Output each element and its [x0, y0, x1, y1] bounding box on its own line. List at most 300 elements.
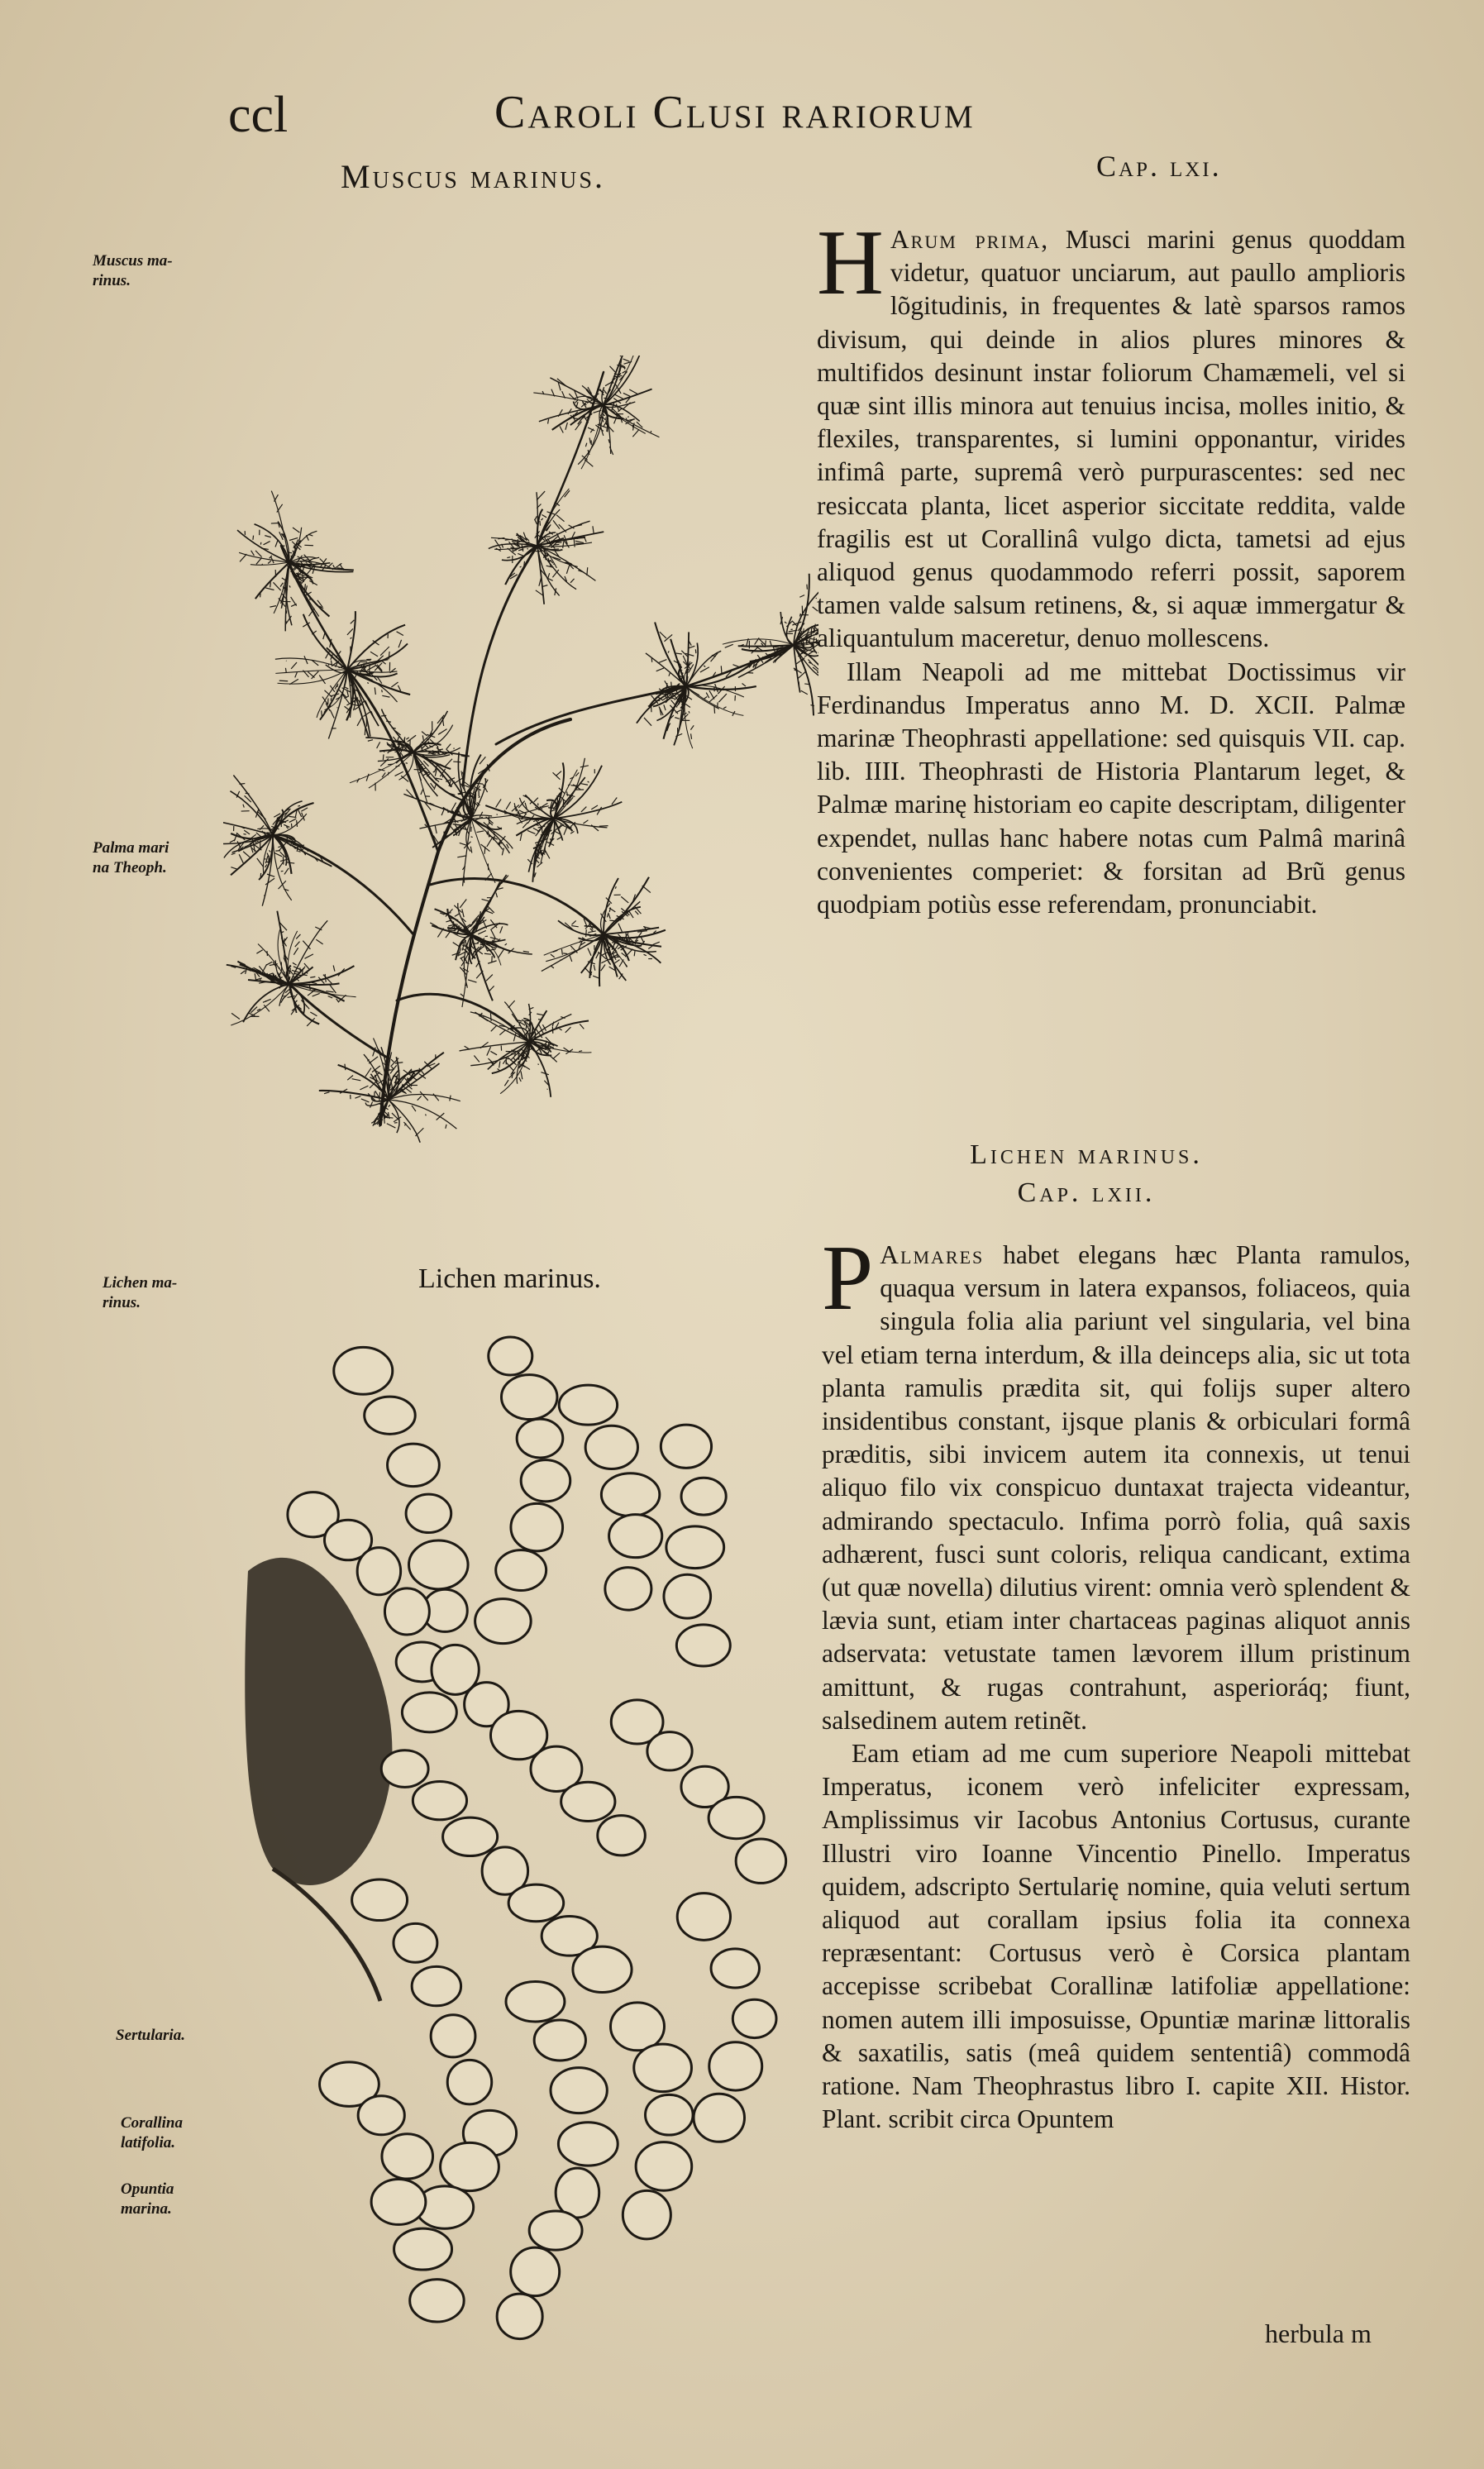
- leaflet-stroke: [357, 717, 362, 726]
- leaflet-stroke: [652, 942, 659, 944]
- frond-stroke: [686, 686, 756, 690]
- leaflet-stroke: [626, 932, 627, 940]
- lichen-bead: [585, 1426, 637, 1469]
- leaflet-stroke: [623, 393, 630, 396]
- leaflet-stroke: [479, 796, 480, 798]
- leaflet-stroke: [370, 652, 378, 657]
- leaflet-stroke: [530, 802, 532, 804]
- lichen-bead: [559, 1385, 617, 1425]
- leaflet-stroke: [389, 1105, 390, 1107]
- running-title: Caroli Clusi rariorum: [494, 87, 976, 138]
- leaflet-stroke: [266, 962, 272, 965]
- leaflet-stroke: [406, 763, 408, 764]
- leaflet-stroke: [454, 817, 456, 824]
- leaflet-stroke: [366, 774, 369, 781]
- leaflet-stroke: [412, 1106, 416, 1111]
- lichen-bead: [394, 1923, 437, 1962]
- leaflet-stroke: [395, 771, 403, 776]
- leaflet-stroke: [557, 838, 561, 840]
- lichen-bead: [529, 2211, 582, 2250]
- leaflet-stroke: [558, 409, 562, 417]
- leaflet-stroke: [361, 1099, 370, 1102]
- leaflet-stroke: [263, 999, 271, 1002]
- leaflet-stroke: [381, 715, 386, 716]
- leaflet-stroke: [476, 783, 483, 784]
- lichen-bead: [677, 1894, 730, 1941]
- frond-stroke: [239, 552, 289, 562]
- leaflet-stroke: [265, 878, 274, 885]
- leaflet-stroke: [507, 557, 510, 558]
- leaflet-stroke: [616, 404, 619, 411]
- lichen-bead: [388, 1444, 440, 1486]
- leaflet-stroke: [623, 359, 630, 361]
- leaflet-stroke: [435, 825, 437, 833]
- leaflet-stroke: [623, 962, 627, 967]
- leaflet-stroke: [785, 622, 786, 623]
- leaflet-stroke: [559, 524, 566, 532]
- leaflet-stroke: [700, 667, 709, 672]
- leaflet-stroke: [627, 939, 628, 940]
- leaflet-stroke: [548, 419, 549, 424]
- leaflet-stroke: [550, 549, 559, 550]
- lichen-bead: [394, 2228, 452, 2270]
- leaflet-stroke: [627, 417, 628, 418]
- leaflet-stroke: [500, 926, 503, 933]
- leaflet-stroke: [490, 1051, 497, 1054]
- frond-stroke: [460, 1042, 529, 1051]
- leaflet-stroke: [575, 772, 579, 776]
- leaflet-stroke: [441, 809, 444, 815]
- leaflet-stroke: [564, 828, 567, 835]
- leaflet-stroke: [290, 971, 293, 974]
- leaflet-stroke: [490, 1012, 491, 1020]
- leaflet-stroke: [377, 742, 380, 748]
- leaflet-stroke: [534, 519, 537, 524]
- lichen-bead: [610, 2003, 664, 2051]
- leaflet-stroke: [644, 954, 647, 955]
- leaflet-stroke: [519, 1077, 521, 1082]
- leaflet-stroke: [257, 858, 263, 867]
- leaflet-stroke: [495, 540, 501, 549]
- leaflet-stroke: [455, 914, 460, 917]
- chapter-62-paragraph-1: habet elegans hæc Planta ramulos, quaqua versum in latera expansos, foliaceos, quia singula folia alia pariunt vel singularia, vel bina vel etiam terna interdum, & illa deinceps alia, sic ut tota planta ramulis prædita sit, qui folijs super altero insidentibus constant, ijsque planis & orbiculari formâ præditis, sibi invicem autem ita connexis, ut tenui aliquo filo vix conspicuo duntaxat trajecta videantur, admirando spectaculo. Infima porrò folia, quâ saxis adhærent, fusci sunt coloris, reliqua candicant, extima (ut quæ novella) dilutius virent: omnia verò splendent & lævia sunt, etiam inter chartaceas paginas aliquot annis adservata: vetustate tamen lævorem illum pristinum amittunt, & rugas contrahunt, asperioráq; fiunt, salsedinem autem retinẽt.: [822, 1240, 1410, 1735]
- leaflet-stroke: [521, 1071, 523, 1079]
- leaflet-stroke: [689, 711, 690, 713]
- leaflet-stroke: [386, 721, 391, 722]
- leaflet-stroke: [527, 830, 535, 833]
- leaflet-stroke: [295, 672, 298, 677]
- leaflet-stroke: [556, 771, 561, 776]
- leaflet-stroke: [599, 826, 608, 827]
- leaflet-stroke: [264, 542, 270, 545]
- catchword: herbula m: [1265, 2319, 1372, 2348]
- leaflet-stroke: [545, 850, 550, 859]
- leaflet-stroke: [761, 643, 763, 646]
- leaflet-stroke: [575, 541, 584, 542]
- leaflet-stroke: [468, 980, 476, 982]
- lichen-bead: [558, 2123, 618, 2166]
- leaflet-stroke: [695, 649, 696, 653]
- leaflet-stroke: [398, 640, 401, 647]
- leaflet-stroke: [540, 521, 541, 526]
- lichen-bead: [681, 1478, 726, 1515]
- leaflet-stroke: [725, 644, 733, 647]
- lichen-bead: [489, 1337, 532, 1375]
- lichen-bead: [410, 2280, 465, 2322]
- leaflet-stroke: [533, 828, 539, 831]
- leaflet-stroke: [293, 962, 297, 965]
- dropcap-p: P: [822, 1227, 874, 1330]
- margin-note-lichen: Lichen ma- rinus.: [103, 1274, 178, 1311]
- frond-stroke: [273, 835, 332, 867]
- margin-note-corallina: Corallina latifolia.: [121, 2114, 183, 2151]
- leaflet-stroke: [347, 628, 353, 634]
- leaflet-stroke: [289, 977, 290, 980]
- leaflet-stroke: [297, 820, 298, 827]
- leaflet-stroke: [721, 666, 722, 674]
- muscus-marinus-illustration: [223, 356, 818, 1199]
- lichen-bead: [431, 2015, 475, 2057]
- leaflet-stroke: [496, 893, 498, 898]
- leaflet-stroke: [588, 781, 589, 782]
- leaflet-stroke: [333, 565, 335, 567]
- chapter-62-lead: Almares: [880, 1240, 985, 1269]
- leaflet-stroke: [798, 671, 805, 678]
- leaflet-stroke: [570, 831, 574, 833]
- leaflet-stroke: [470, 847, 471, 853]
- lichen-bead: [357, 1548, 400, 1595]
- leaflet-stroke: [571, 920, 575, 924]
- leaflet-stroke: [328, 996, 333, 998]
- lichen-bead: [501, 1375, 556, 1420]
- leaflet-stroke: [610, 366, 616, 373]
- leaflet-stroke: [326, 991, 333, 992]
- leaflet-stroke: [556, 515, 564, 522]
- leaflet-stroke: [585, 443, 586, 447]
- leaflet-stroke: [471, 837, 473, 838]
- leaflet-stroke: [570, 579, 575, 583]
- lichen-bead: [382, 2134, 433, 2179]
- leaflet-stroke: [363, 712, 370, 717]
- leaflet-stroke: [658, 660, 667, 663]
- leaflet-stroke: [428, 752, 436, 753]
- leaflet-stroke: [579, 1051, 582, 1052]
- lichen-bead: [352, 1879, 408, 1921]
- leaflet-stroke: [351, 620, 355, 623]
- leaflet-stroke: [607, 914, 608, 917]
- leaflet-stroke: [382, 695, 389, 697]
- leaflet-stroke: [552, 1022, 554, 1027]
- leaflet-stroke: [742, 683, 747, 686]
- leaflet-stroke: [331, 698, 332, 700]
- lichen-bead: [413, 1781, 466, 1819]
- leaflet-stroke: [454, 778, 462, 783]
- leaflet-stroke: [298, 805, 300, 806]
- leaflet-stroke: [536, 824, 539, 825]
- leaflet-stroke: [565, 1027, 571, 1033]
- lichen-bead: [623, 2190, 670, 2238]
- leaflet-stroke: [308, 534, 313, 536]
- leaflet-stroke: [460, 994, 464, 996]
- leaflet-stroke: [571, 926, 578, 927]
- leaflet-stroke: [588, 948, 591, 956]
- leaflet-stroke: [312, 671, 319, 679]
- leaflet-stroke: [641, 937, 644, 943]
- lichen-bead: [508, 1884, 564, 1922]
- leaflet-stroke: [265, 864, 266, 867]
- leaflet-stroke: [593, 526, 594, 533]
- leaflet-stroke: [231, 1013, 240, 1019]
- leaflet-stroke: [355, 707, 360, 709]
- lichen-bead: [551, 2068, 607, 2113]
- leaflet-stroke: [580, 784, 588, 786]
- leaflet-stroke: [591, 805, 598, 809]
- leaflet-stroke: [304, 656, 308, 664]
- leaflet-stroke: [345, 1064, 346, 1070]
- leaflet-stroke: [648, 946, 652, 949]
- leaflet-stroke: [690, 725, 694, 729]
- leaflet-stroke: [569, 394, 575, 400]
- leaflet-stroke: [270, 606, 276, 608]
- lichen-bead: [497, 2294, 542, 2338]
- leaflet-stroke: [270, 582, 271, 587]
- leaflet-stroke: [770, 641, 771, 646]
- leaflet-stroke: [460, 900, 466, 908]
- leaflet-stroke: [279, 861, 284, 869]
- leaflet-stroke: [704, 696, 707, 699]
- lichen-bead: [609, 1515, 662, 1558]
- leaflet-stroke: [383, 754, 384, 760]
- leaflet-stroke: [561, 949, 562, 955]
- leaflet-stroke: [497, 814, 498, 815]
- leaflet-stroke: [709, 695, 718, 702]
- leaflet-stroke: [309, 580, 317, 585]
- leaflet-stroke: [548, 808, 556, 809]
- leaflet-stroke: [799, 595, 804, 598]
- leaflet-stroke: [582, 385, 589, 391]
- leaflet-stroke: [537, 862, 542, 867]
- leaflet-stroke: [388, 772, 389, 776]
- dropcap-h: H: [817, 212, 884, 314]
- leaflet-stroke: [594, 965, 595, 971]
- leaflet-stroke: [575, 538, 578, 539]
- leaflet-stroke: [618, 924, 623, 932]
- leaflet-stroke: [614, 394, 623, 399]
- leaflet-stroke: [669, 673, 670, 676]
- leaflet-stroke: [293, 528, 299, 532]
- lichen-bead: [441, 2142, 499, 2190]
- leaflet-stroke: [231, 853, 236, 855]
- leaflet-stroke: [660, 632, 666, 638]
- lichen-bead: [521, 1460, 570, 1502]
- leaflet-stroke: [534, 798, 538, 802]
- leaflet-stroke: [369, 1057, 378, 1063]
- leaflet-stroke: [580, 1024, 584, 1029]
- leaflet-stroke: [381, 1123, 382, 1124]
- leaflet-stroke: [567, 791, 568, 795]
- leaflet-stroke: [507, 844, 509, 848]
- frond-stroke: [255, 524, 289, 562]
- leaflet-stroke: [656, 668, 664, 671]
- leaflet-stroke: [291, 841, 292, 844]
- leaflet-stroke: [256, 950, 262, 953]
- leaflet-stroke: [536, 590, 543, 595]
- leaflet-stroke: [583, 820, 588, 824]
- leaflet-stroke: [420, 1091, 428, 1101]
- leaflet-stroke: [489, 986, 494, 991]
- frond-stroke: [604, 356, 626, 405]
- leaflet-stroke: [255, 551, 261, 557]
- leaflet-stroke: [675, 718, 680, 719]
- leaflet-stroke: [293, 994, 298, 1000]
- leaflet-stroke: [462, 909, 464, 917]
- frond-stroke: [604, 928, 659, 934]
- lichen-bead: [661, 1425, 711, 1468]
- leaflet-stroke: [296, 934, 300, 939]
- leaflet-stroke: [355, 1096, 360, 1099]
- lichen-bead: [381, 1750, 428, 1788]
- lichen-marinus-illustration: [240, 1323, 835, 2348]
- lichen-bead: [443, 1817, 498, 1855]
- leaflet-stroke: [397, 632, 403, 636]
- lichen-bead: [709, 1797, 764, 1838]
- leaflet-stroke: [275, 540, 278, 547]
- leaflet-stroke: [257, 841, 259, 842]
- lichen-bead: [694, 2094, 744, 2142]
- leaflet-stroke: [407, 1079, 408, 1080]
- chapter-61-paragraph-2: Illam Neapoli ad me mittebat Doctissimus vir Ferdinandus Imperatus anno M. D. XCII. Palmæ marinæ Theophrasti appellatione: sed quisquis VII. cap. lib. IIII. Theophrasti de Historia Plantarum leget, & Palmæ marinę historiam eo capite descriptam, diligenter expendet, nullas hanc habere notas cum Palmâ marinâ convenientes comperiet: & forsitan ad Brũ genus quodpiam potiùs esse referendam, pronunciabit.: [817, 657, 1405, 919]
- leaflet-stroke: [588, 931, 595, 933]
- leaflet-stroke: [434, 785, 436, 790]
- leaflet-stroke: [554, 544, 560, 545]
- leaflet-stroke: [568, 408, 571, 414]
- leaflet-stroke: [570, 954, 572, 961]
- leaflet-stroke: [551, 966, 554, 968]
- leaflet-stroke: [581, 807, 586, 812]
- leaflet-stroke: [246, 793, 250, 794]
- leaflet-stroke: [323, 633, 325, 639]
- leaflet-stroke: [360, 1086, 368, 1090]
- chapter-number-61: Cap. lxi.: [1096, 150, 1222, 183]
- leaflet-stroke: [495, 941, 496, 943]
- leaflet-stroke: [505, 943, 507, 945]
- lichen-bead: [409, 1540, 469, 1589]
- leaflet-stroke: [380, 647, 389, 656]
- leaflet-stroke: [478, 930, 485, 934]
- leaflet-stroke: [621, 896, 628, 903]
- leaflet-stroke: [446, 920, 451, 922]
- margin-note-muscus: Muscus ma- rinus.: [93, 252, 173, 289]
- leaflet-stroke: [398, 685, 400, 691]
- figure-caption-lichen: Lichen marinus.: [418, 1263, 601, 1294]
- leaflet-stroke: [316, 939, 322, 944]
- leaflet-stroke: [253, 536, 254, 540]
- leaflet-stroke: [313, 993, 320, 996]
- leaflet-stroke: [642, 886, 651, 892]
- leaflet-stroke: [450, 1096, 451, 1101]
- leaflet-stroke: [687, 676, 688, 682]
- leaflet-stroke: [574, 538, 575, 547]
- leaflet-stroke: [644, 718, 651, 726]
- leaflet-stroke: [352, 704, 358, 706]
- leaflet-stroke: [265, 588, 274, 590]
- leaflet-stroke: [418, 773, 421, 781]
- lichen-bead: [412, 1966, 460, 2005]
- chapter-61-lead: Arum prima,: [890, 225, 1050, 254]
- leaflet-stroke: [280, 859, 289, 862]
- leaflet-stroke: [382, 690, 383, 692]
- leaflet-stroke: [320, 559, 324, 563]
- chapter-62-paragraph-2: Eam etiam ad me cum superiore Neapoli mittebat Imperatus, iconem verò infeliciter expressam, Amplissimus vir Iacobus Antonius Cortusus, curante Illustri viro Ioanne Vincentio Pinello. Imperatus quidem, adscripto Sertularię nomine, quia veluti sertum aliquod aut corallam ipsius folia ita connexa repræsentant: Cortusus verò è Corsica plantam accepisse scribebat Corallinæ latifoliæ appellatione: nomen autem illi imposuisse, Opuntiæ marinæ littoralis & saxatilis, satis (meâ quidem sententiâ) commodâ ratione. Nam Theophrastus libro I. capite XII. Histor. Plant. scribit circa Opuntem: [822, 1739, 1410, 2134]
- leaflet-stroke: [338, 689, 346, 697]
- leaflet-stroke: [367, 683, 369, 684]
- lichen-bead: [711, 1949, 759, 1988]
- leaflet-stroke: [512, 1014, 518, 1022]
- lichen-bead: [736, 1839, 786, 1883]
- leaflet-stroke: [457, 856, 466, 857]
- leaflet-stroke: [330, 709, 334, 718]
- leaflet-stroke: [568, 785, 570, 786]
- lichen-bead: [511, 2247, 560, 2296]
- leaflet-stroke: [474, 1055, 479, 1062]
- lichen-bead: [406, 1494, 451, 1532]
- leaflet-stroke: [504, 1080, 508, 1086]
- lichen-bead: [732, 1999, 776, 2037]
- leaflet-stroke: [231, 867, 236, 869]
- leaflet-stroke: [243, 834, 246, 835]
- leaflet-stroke: [723, 707, 726, 709]
- leaflet-stroke: [675, 710, 681, 713]
- leaflet-stroke: [580, 766, 589, 767]
- leaflet-stroke: [691, 733, 692, 739]
- leaflet-stroke: [243, 852, 250, 857]
- frond-stroke: [231, 984, 289, 1025]
- leaflet-stroke: [496, 799, 501, 807]
- leaflet-stroke: [675, 653, 682, 654]
- leaflet-stroke: [289, 819, 296, 822]
- lichen-bead: [365, 1397, 416, 1434]
- leaflet-stroke: [243, 805, 244, 808]
- lichen-bead: [506, 1981, 565, 2022]
- leaflet-stroke: [421, 789, 423, 795]
- leaflet-stroke: [566, 565, 569, 574]
- lichen-bead: [334, 1347, 393, 1394]
- chapter-62-number: Cap. lxii.: [1017, 1177, 1156, 1208]
- lichen-bead: [561, 1782, 615, 1821]
- leaflet-stroke: [291, 662, 297, 669]
- leaflet-stroke: [295, 942, 300, 947]
- leaflet-stroke: [298, 851, 301, 852]
- leaflet-stroke: [301, 808, 308, 811]
- leaflet-stroke: [634, 950, 635, 956]
- leaflet-stroke: [370, 1101, 373, 1107]
- lichen-bead: [634, 2044, 692, 2092]
- leaflet-stroke: [704, 666, 705, 667]
- leaflet-stroke: [810, 638, 816, 639]
- margin-note-opuntia: Opuntia marina.: [121, 2180, 174, 2218]
- leaflet-stroke: [632, 429, 639, 437]
- lichen-bead: [605, 1568, 651, 1610]
- leaflet-stroke: [387, 1124, 396, 1128]
- lichen-bead: [534, 2020, 585, 2061]
- leaflet-stroke: [804, 684, 809, 685]
- leaflet-stroke: [260, 825, 264, 829]
- lichen-bead: [384, 1588, 429, 1635]
- leaflet-stroke: [285, 668, 286, 673]
- leaflet-stroke: [714, 705, 715, 714]
- figure-heading-muscus: Muscus marinus.: [341, 158, 605, 195]
- chapter-61-paragraph-1: Musci marini genus quoddam videtur, quatuor unciarum, aut paullo amplioris lõgitudinis, in frequentes & latè sparsos ramos divisum, qui deinde in alios plures minores & multifidos desinunt instar foliorum Chamæmeli, vel si quæ sint illis minora aut tenuius incisa, molles initio, & flexiles, transparentes, si lumini opponantur, virides infimâ parte, supremâ verò purpurascentes: sed nec resiccata planta, licet asperior siccitate reddita, valde fragilis est ut Corallinâ vulgo dicta, tametsi ad ejus aliquod genus quodammodo referri possit, saporem tamen valde salsum retinens, &, si aquæ immergatur & aliquantulum maceretur, denuo mollescens.: [817, 225, 1406, 653]
